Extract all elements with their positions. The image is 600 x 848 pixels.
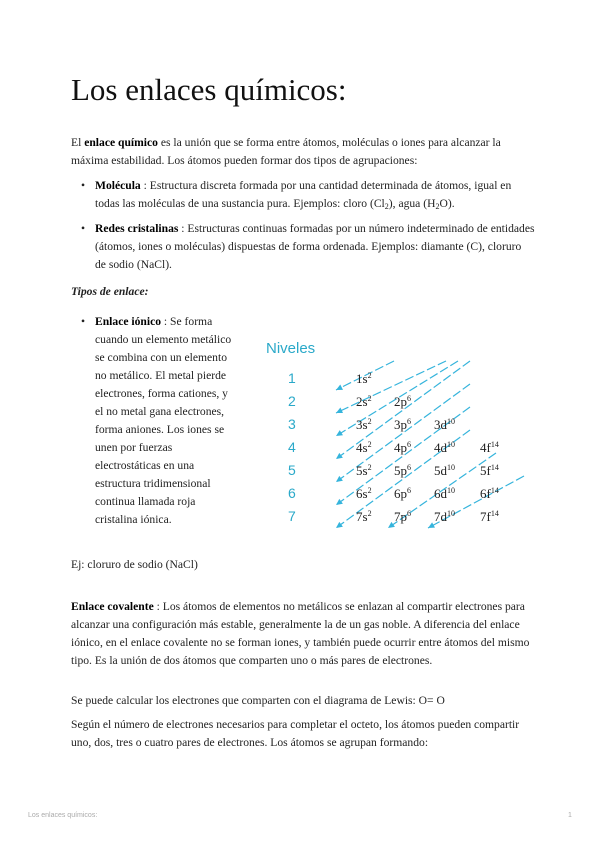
aufbau-arrowhead xyxy=(336,499,343,505)
level-label: 2 xyxy=(288,393,296,409)
orbital-label: $6s^2$ xyxy=(356,486,372,501)
orbital-label: $2s^2$ xyxy=(356,394,372,409)
ionic-example: Ej: cloruro de sodio (NaCl) xyxy=(71,558,198,571)
orbital-label: $5f^{14}$ xyxy=(480,463,499,478)
orbital-label: $2p^6$ xyxy=(394,394,411,409)
page-title: Los enlaces químicos: xyxy=(71,72,347,107)
orbital-label: $3d^{10}$ xyxy=(434,417,455,432)
aufbau-arrowhead xyxy=(336,476,343,482)
bullet-icon: • xyxy=(81,315,86,328)
level-label: 3 xyxy=(288,416,296,432)
orbital-label: $6p^6$ xyxy=(394,486,411,501)
orbital-label: $1s^2$ xyxy=(356,371,372,386)
octet-paragraph: Según el número de electrones necesarios para completar el octeto, los átomos pueden compartir uno, dos, tres o cuatro pares de electrones. Los átomos se agrupan formando: xyxy=(71,718,520,749)
orbital-label: $5s^2$ xyxy=(356,463,372,478)
orbital-label: $7s^2$ xyxy=(356,509,372,524)
orbital-label: $7p^6$ xyxy=(394,509,411,524)
section-heading: Tipos de enlace: xyxy=(71,285,149,298)
list-item-redes-cristalinas: • Redes cristalinas : Estructuras continuas formadas por un número indeterminado de entidades (átomos, iones o moléculas) dispuestas de forma ordenada. Ejemplos: diamante (C), cloruro de sodio (NaCl). xyxy=(81,222,535,271)
diagram-heading: Niveles xyxy=(266,340,316,357)
orbital-label: $4f^{14}$ xyxy=(480,440,499,455)
level-label: 5 xyxy=(288,462,296,478)
level-label: 7 xyxy=(288,508,296,524)
orbital-label: $4p^6$ xyxy=(394,440,411,455)
intro-term: enlace químico xyxy=(84,136,158,149)
bullet-icon: • xyxy=(81,222,86,235)
orbital-label: $7d^{10}$ xyxy=(434,509,455,524)
bullet-icon: • xyxy=(81,179,86,192)
footer-title: Los enlaces químicos: xyxy=(28,812,98,819)
intro-paragraph: El enlace químico es la unión que se forma entre átomos, moléculas o iones para alcanzar la máxima estabilidad. Los átomos pueden formar dos tipos de agrupaciones: xyxy=(71,136,501,167)
covalent-paragraph: Enlace covalente : Los átomos de elementos no metálicos se enlazan al compartir electrones para alcanzar una configuración más estable, generalmente la de un gas noble. A diferencia del enlace iónico, en el enlace covalente no se forman iones, y también puede ocurrir entre átomos del mismo tipo. Es la unión de dos átomos que comparten uno o más pares de electrones. xyxy=(71,600,530,667)
page-number: 1 xyxy=(568,812,572,819)
orbital-label: $4s^2$ xyxy=(356,440,372,455)
orbital-label: $6f^{14}$ xyxy=(480,486,499,501)
list-item-molecula: • Molécula : Estructura discreta formada por una cantidad determinada de átomos, igual en todas las moléculas de una sustancia pura. Ejemplos: cloro $(Cl_2)$, agua $(H_2O)$. xyxy=(81,179,512,211)
aufbau-arrowhead xyxy=(336,453,343,459)
list-item-enlace-ionico: • Enlace iónico : Se forma cuando un elemento metálico se combina con un elemento no metálico. El metal pierde electrones, forma cationes, y el no metal gana electrones, forma aniones. Los iones se unen por fuerzas electrostáticas en una estructura tridimensional continua llamada roja cristalina iónica. xyxy=(81,315,232,526)
aufbau-arrow xyxy=(336,361,446,413)
orbital-label: $3p^6$ xyxy=(394,417,411,432)
level-label: 6 xyxy=(288,485,296,501)
lewis-paragraph: Se puede calcular los electrones que comparten con el diagrama de Lewis: O= O xyxy=(71,694,445,707)
orbital-label: $3s^2$ xyxy=(356,417,372,432)
orbital-label: $6d^{10}$ xyxy=(434,486,455,501)
electron-configuration-diagram xyxy=(250,330,550,550)
level-label: 4 xyxy=(288,439,296,455)
orbital-label: $5p^6$ xyxy=(394,463,411,478)
aufbau-arrowhead xyxy=(336,522,343,528)
orbital-label: $7f^{14}$ xyxy=(480,509,499,524)
aufbau-arrowhead xyxy=(336,384,343,390)
orbital-label: $5d^{10}$ xyxy=(434,463,455,478)
orbital-label: $4d^{10}$ xyxy=(434,440,455,455)
level-label: 1 xyxy=(288,370,296,386)
